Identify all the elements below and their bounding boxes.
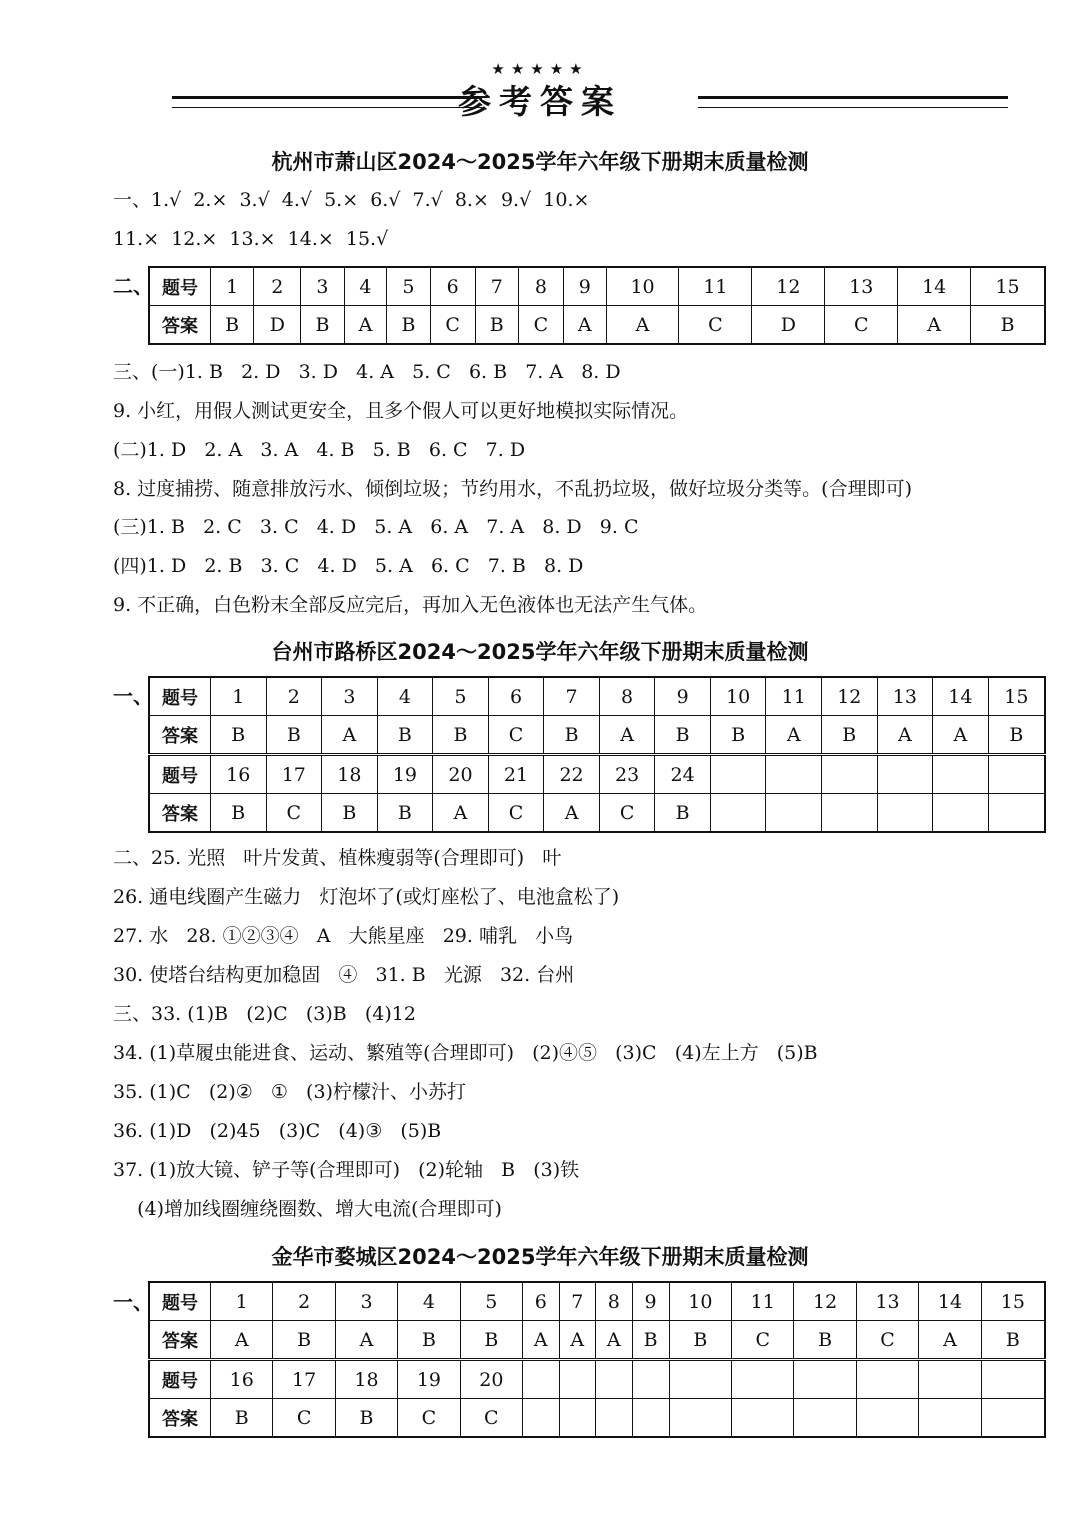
table-cell [988,755,1045,794]
table-cell: 20 [433,755,489,794]
table-cell: 1 [211,1282,273,1321]
table-row-answers [149,794,1045,833]
table-cell [822,794,878,833]
answer-line: (四)1. D 2. B 3. C 4. D 5. A 6. C 7. B 8. D [113,555,584,577]
table-cell: B [981,1321,1045,1360]
table-cell: 13 [825,267,898,306]
table-cell: A [559,1321,596,1360]
table-row-answers [149,1321,1045,1360]
part-label: 一、 [113,684,153,708]
table-cell: A [433,794,489,833]
table-cell [933,794,989,833]
table-row-numbers [149,267,1045,306]
table-cell [710,755,766,794]
table-cell: B [655,794,711,833]
table-cell [988,794,1045,833]
table-cell [669,1399,731,1438]
table-cell: B [460,1321,522,1360]
row-header: 答案 [149,1399,211,1438]
answer-table-luqiao [148,676,1046,833]
table-cell: C [679,306,752,345]
table-cell: B [710,716,766,755]
row-header: 题号 [149,267,211,306]
table-cell [559,1399,596,1438]
table-row-numbers [149,1282,1045,1321]
table-cell: C [273,1399,335,1438]
table-cell: B [669,1321,731,1360]
table-cell: A [596,1321,633,1360]
table-cell: 1 [211,677,267,716]
table-cell: 15 [981,1282,1045,1321]
table-cell: B [211,716,267,755]
answer-table-xiaoshan [148,266,1046,345]
table-cell [794,1399,856,1438]
table-cell [877,755,933,794]
table-cell: D [254,306,301,345]
section-title-luqiao: 台州市路桥区2024～2025学年六年级下册期末质量检测 [271,640,809,664]
answer-line: 9. 不正确，白色粉末全部反应完后，再加入无色液体也无法产生气体。 [113,594,708,616]
table-cell: 17 [273,1360,335,1399]
table-cell: 3 [322,677,378,716]
table-row-answers [149,306,1045,345]
table-cell [732,1360,794,1399]
answer-line: 11.× 12.× 13.× 14.× 15.√ [113,228,389,250]
table-cell: 12 [752,267,825,306]
table-cell: B [301,306,344,345]
answer-line: 35. (1)C (2)② ① (3)柠檬汁、小苏打 [113,1081,466,1103]
table-cell: 6 [488,677,544,716]
table-cell: 19 [398,1360,460,1399]
table-row-answers [149,716,1045,755]
table-cell: C [825,306,898,345]
answer-table-wucheng [148,1281,1046,1438]
table-row-numbers [149,677,1045,716]
table-cell: B [273,1321,335,1360]
answer-line: 二、25. 光照 叶片发黄、植株瘦弱等(合理即可) 叶 [113,847,562,869]
table-cell: 5 [460,1282,522,1321]
table-cell: 10 [606,267,679,306]
table-cell: 15 [971,267,1045,306]
answer-line: (三)1. B 2. C 3. C 4. D 5. A 6. A 7. A 8. D 9. C [113,516,639,538]
table-cell: 11 [732,1282,794,1321]
answer-line: 34. (1)草履虫能进食、运动、繁殖等(合理即可) (2)④⑤ (3)C (4)左上方 (5)B [113,1042,818,1064]
table-cell: B [655,716,711,755]
table-cell: C [856,1321,918,1360]
table-cell [596,1399,633,1438]
table-cell: 11 [766,677,822,716]
table-cell: B [822,716,878,755]
table-cell [632,1360,669,1399]
table-cell: 21 [488,755,544,794]
table-cell: B [398,1321,460,1360]
table-cell: B [971,306,1045,345]
table-cell: A [211,1321,273,1360]
row-header: 答案 [149,716,211,755]
table-cell [856,1399,918,1438]
table-cell [822,755,878,794]
table-cell: A [877,716,933,755]
answer-line: 一、1.√ 2.× 3.√ 4.√ 5.× 6.√ 7.√ 8.× 9.√ 10.× [113,189,590,211]
answer-line: 8. 过度捕捞、随意排放污水、倾倒垃圾；节约用水，不乱扔垃圾，做好垃圾分类等。(合理即可) [113,478,912,500]
table-row-numbers [149,1360,1045,1399]
table-cell: 2 [266,677,322,716]
table-cell: C [518,306,563,345]
answer-line: 30. 使塔台结构更加稳固 ④ 31. B 光源 32. 台州 [113,964,575,986]
table-cell [523,1360,560,1399]
table-cell [856,1360,918,1399]
row-header: 题号 [149,1360,211,1399]
table-cell: 5 [433,677,489,716]
table-cell: B [377,716,433,755]
answer-line: 三、33. (1)B (2)C (3)B (4)12 [113,1003,416,1025]
table-cell: B [335,1399,397,1438]
table-cell: B [632,1321,669,1360]
table-cell: B [794,1321,856,1360]
answer-line: (二)1. D 2. A 3. A 4. B 5. B 6. C 7. D [113,439,526,461]
table-cell [523,1399,560,1438]
table-cell: 9 [632,1282,669,1321]
table-cell: 3 [335,1282,397,1321]
table-cell [981,1360,1045,1399]
table-cell: 14 [898,267,971,306]
table-cell: A [919,1321,981,1360]
table-cell: 12 [794,1282,856,1321]
table-cell [559,1360,596,1399]
table-cell [919,1360,981,1399]
table-cell: C [460,1399,522,1438]
table-cell: 4 [344,267,387,306]
table-cell [794,1360,856,1399]
answer-line: 36. (1)D (2)45 (3)C (4)③ (5)B [113,1120,442,1142]
table-cell: B [544,716,600,755]
row-header: 题号 [149,755,211,794]
table-cell: 18 [335,1360,397,1399]
table-cell: B [211,306,254,345]
table-cell: A [523,1321,560,1360]
table-cell: C [430,306,475,345]
table-cell: A [322,716,378,755]
table-cell [877,794,933,833]
table-cell: B [266,716,322,755]
row-header: 答案 [149,306,211,345]
table-cell: 11 [679,267,752,306]
table-cell: C [599,794,655,833]
section-title-wucheng: 金华市婺城区2024～2025学年六年级下册期末质量检测 [271,1245,809,1269]
table-cell: 6 [430,267,475,306]
part-label: 二、 [113,274,153,298]
table-cell: 9 [563,267,606,306]
table-cell [766,755,822,794]
table-cell: 15 [988,677,1045,716]
table-cell: 5 [387,267,430,306]
table-cell: 7 [544,677,600,716]
table-cell: A [335,1321,397,1360]
table-cell: C [488,794,544,833]
table-cell: 20 [460,1360,522,1399]
table-cell: 24 [655,755,711,794]
table-cell: 23 [599,755,655,794]
answer-line: 37. (1)放大镜、铲子等(合理即可) (2)轮轴 B (3)铁 [113,1159,580,1181]
table-cell: C [488,716,544,755]
table-row-numbers [149,755,1045,794]
table-cell [710,794,766,833]
table-cell: 13 [856,1282,918,1321]
table-cell: 10 [669,1282,731,1321]
table-cell: B [322,794,378,833]
table-cell [981,1399,1045,1438]
table-cell: 1 [211,267,254,306]
table-cell: A [544,794,600,833]
table-cell [919,1399,981,1438]
table-row-answers [149,1399,1045,1438]
stars-decoration: ★★★★★ [491,60,589,78]
answer-line: 9. 小红，用假人测试更安全，且多个假人可以更好地模拟实际情况。 [113,400,689,422]
row-header: 答案 [149,794,211,833]
table-cell: C [398,1399,460,1438]
answer-line: (4)增加线圈缠绕圈数、增大电流(合理即可) [113,1198,502,1220]
table-cell: 7 [559,1282,596,1321]
table-cell: A [563,306,606,345]
table-cell: B [988,716,1045,755]
table-cell: 4 [377,677,433,716]
table-cell: 13 [877,677,933,716]
table-cell: 19 [377,755,433,794]
table-cell [632,1399,669,1438]
table-cell: A [606,306,679,345]
section-title-xiaoshan: 杭州市萧山区2024～2025学年六年级下册期末质量检测 [271,150,809,174]
table-cell [669,1360,731,1399]
table-cell: 10 [710,677,766,716]
table-cell: 8 [518,267,563,306]
table-cell: B [211,794,267,833]
table-cell: 17 [266,755,322,794]
table-cell: 16 [211,1360,273,1399]
table-cell: 14 [933,677,989,716]
table-cell: 6 [523,1282,560,1321]
table-cell: 22 [544,755,600,794]
table-cell: 2 [254,267,301,306]
table-cell: 8 [599,677,655,716]
table-cell [596,1360,633,1399]
part-label: 一、 [113,1290,153,1314]
table-cell: 7 [475,267,518,306]
table-cell: 3 [301,267,344,306]
table-cell [732,1399,794,1438]
table-cell: 8 [596,1282,633,1321]
page-title: 参考答案 [458,82,622,121]
answer-line: 26. 通电线圈产生磁力 灯泡坏了(或灯座松了、电池盒松了) [113,886,620,908]
table-cell: 18 [322,755,378,794]
table-cell: 12 [822,677,878,716]
table-cell [766,794,822,833]
table-cell: 9 [655,677,711,716]
table-cell: 14 [919,1282,981,1321]
table-cell: B [377,794,433,833]
table-cell: 2 [273,1282,335,1321]
table-cell: D [752,306,825,345]
table-cell: A [933,716,989,755]
header-rule-right [698,96,1008,108]
table-cell: B [211,1399,273,1438]
table-cell: 16 [211,755,267,794]
table-cell: B [433,716,489,755]
table-cell: B [475,306,518,345]
table-cell: A [344,306,387,345]
answer-line: 27. 水 28. ①②③④ A 大熊星座 29. 哺乳 小鸟 [113,925,574,947]
row-header: 题号 [149,1282,211,1321]
table-cell [933,755,989,794]
row-header: 题号 [149,677,211,716]
table-cell: C [266,794,322,833]
table-cell: A [766,716,822,755]
table-cell: 4 [398,1282,460,1321]
table-cell: A [898,306,971,345]
table-cell: A [599,716,655,755]
row-header: 答案 [149,1321,211,1360]
header [0,58,1080,128]
table-cell: B [387,306,430,345]
table-cell: C [732,1321,794,1360]
answer-line: 三、(一)1. B 2. D 3. D 4. A 5. C 6. B 7. A 8. D [113,361,621,383]
